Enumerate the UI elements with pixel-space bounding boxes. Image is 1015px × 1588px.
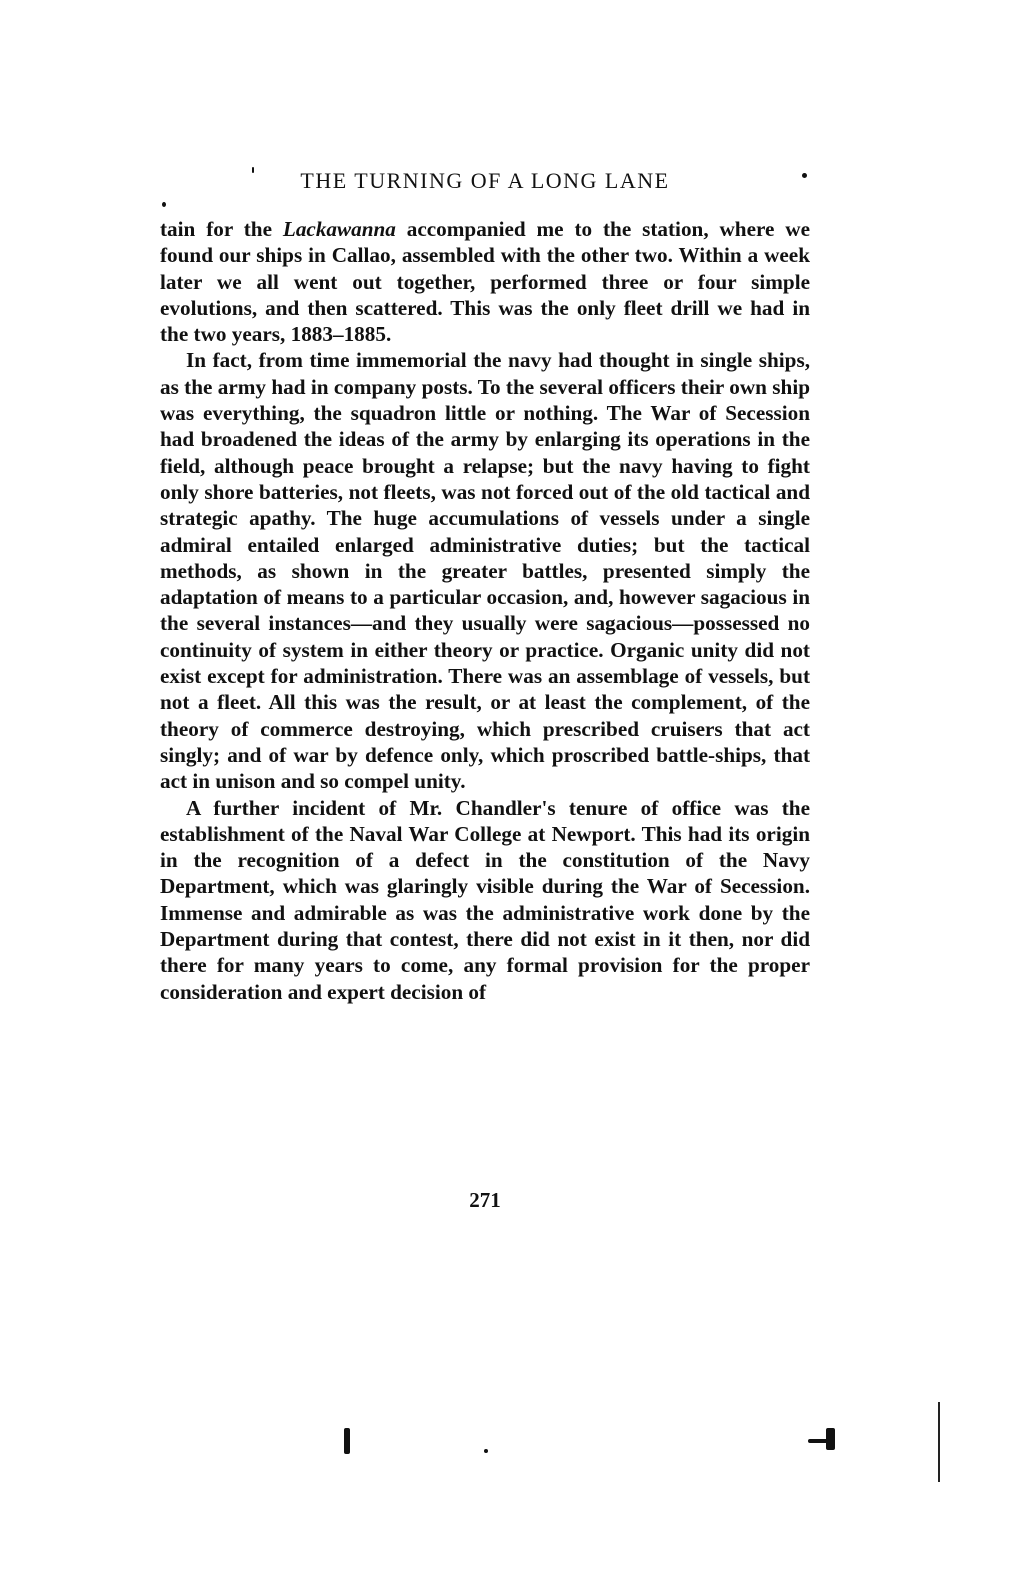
paragraph-rest: accompanied me to the station, where we found our ships in Callao, assembled with the other two. Within a week later we all went out together, performed three or four simple evolutions, and then scattered. This was the only fleet drill we had in the two years, 1883–1885. — [160, 217, 810, 347]
body-text — [160, 216, 810, 1005]
ship-name-italic: Lackawanna — [282, 217, 396, 241]
scan-artifact — [344, 1428, 350, 1454]
paragraph: In fact, from time immemorial the navy had thought in single ships, as the army had in company posts. To the several officers their own ship was everything, the squadron little or nothing. The War of Secession had broadened the ideas of the army by enlarging its operations in the field, although peace brought a relapse; but the navy having to fight only shore batteries, not fleets, was not forced out of the old tactical and strategic apathy. The huge accumulations of vessels under a single admiral entailed enlarged administrative duties; but the tactical methods, as shown in the greater battles, presented simply the adaptation of means to a particular occasion, and, however sagacious in the several instances—and they usually were sagacious—possessed no continuity of system in either theory or practice. Organic unity did not exist except for administration. There was an assemblage of vessels, but not a fleet. All this was the result, or at least the complement, of the theory of commerce destroying, which prescribed cruisers that act singly; and of war by defence only, which proscribed battle-ships, that act in unison and so compel unity. — [160, 348, 810, 794]
scan-artifact — [808, 1439, 828, 1443]
page-number: 271 — [469, 1188, 501, 1212]
paragraph: A further incident of Mr. Chandler's tenure of office was the establishment of the Naval War College at Newport. This had its origin in the recognition of a defect in the constitution of the Navy Department, which was glaringly visible during the War of Secession. Immense and admirable as was the administrative work done by the Department during that contest, there did not exist in it then, nor did there for many years to come, any formal provision for the proper consideration and expert decision of — [160, 795, 810, 1004]
paragraph-continued — [160, 216, 810, 347]
scan-speck — [802, 173, 807, 178]
paragraph-lead: tain for the — [160, 217, 283, 241]
scan-artifact — [484, 1449, 488, 1453]
running-head: THE TURNING OF A LONG LANE — [300, 168, 670, 193]
scan-artifact — [826, 1428, 835, 1450]
scan-speck — [162, 202, 166, 207]
scan-edge-line — [938, 1402, 940, 1482]
scan-speck — [252, 167, 254, 173]
